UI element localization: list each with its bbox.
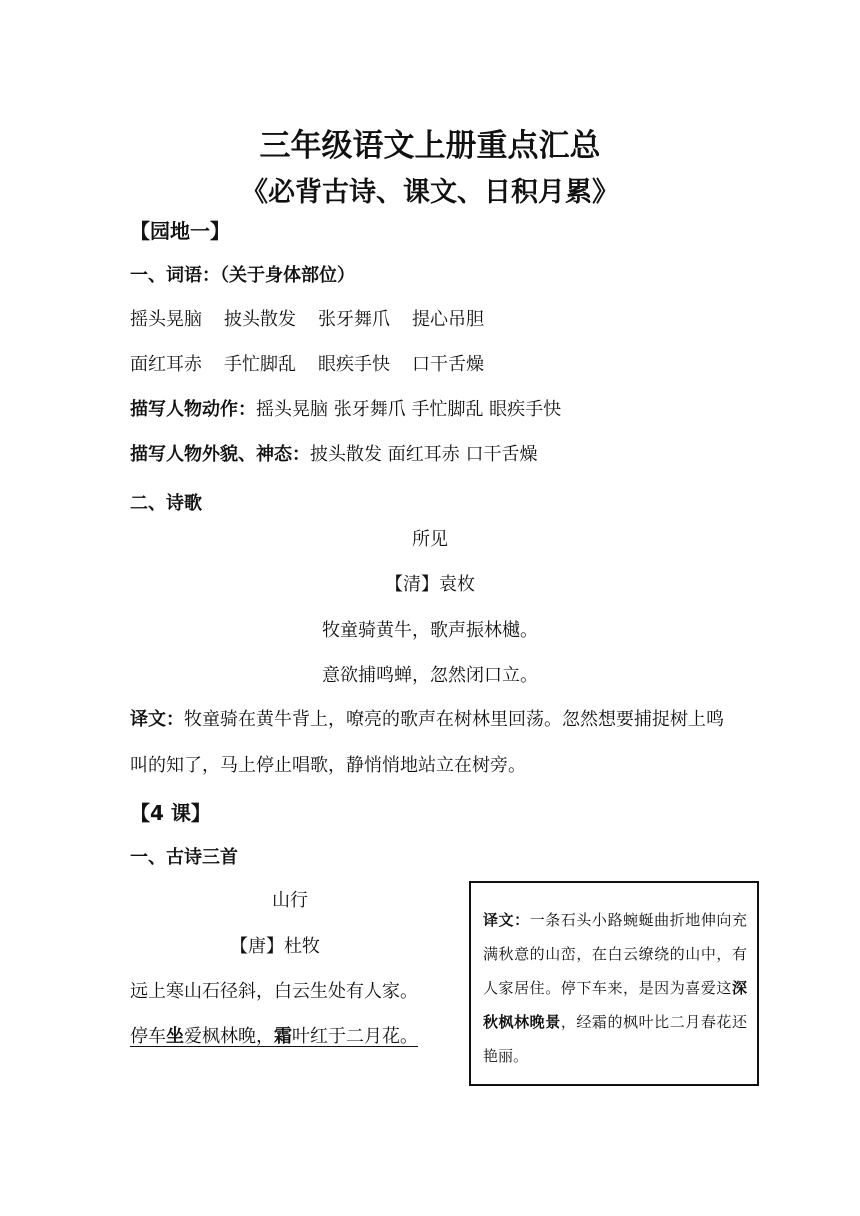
poem2-line-2 (130, 1022, 418, 1048)
box-text: ，经霜的枫叶比二月春花还艳丽。 (483, 1013, 747, 1065)
vocab-word: 手忙脚乱 (224, 354, 296, 375)
poem2-line-2-part: 爱枫林晚， (184, 1026, 274, 1047)
page-subtitle: 《必背古诗、课文、日积月累》 (241, 177, 619, 208)
page-title: 三年级语文上册重点汇总 (259, 128, 601, 164)
poem2-author: 【唐】杜牧 (230, 936, 320, 957)
translation-text: 牧童骑在黄牛背上，嘹亮的歌声在树林里回荡。忽然想要捕捉树上鸣叫的知了，马上停止唱歌，静悄悄地站立在树旁。 (130, 709, 724, 776)
poem-line-2: 意欲捕鸣蝉，忽然闭口立。 (322, 665, 538, 686)
vocab-word: 张牙舞爪 (318, 309, 390, 330)
box-label: 译文： (483, 911, 530, 929)
poem2-line-2-part: 停车 (130, 1026, 166, 1047)
vocab-word: 摇头晃脑 (130, 309, 202, 330)
look-label: 描写人物外貌、神态： (130, 444, 310, 465)
translation-box (469, 881, 759, 1086)
vocab-row-1 (130, 305, 506, 331)
poem2-key-char: 坐 (166, 1026, 184, 1047)
section-garden1: 【园地一】 (130, 219, 230, 243)
poem-author: 【清】袁枚 (385, 574, 475, 595)
lesson4-heading: 一、古诗三首 (130, 847, 238, 868)
poem2-key-char: 霜 (274, 1026, 292, 1047)
poem2-title: 山行 (272, 890, 308, 911)
poem-title: 所见 (412, 529, 448, 550)
action-label: 描写人物动作： (130, 399, 256, 420)
vocab-word: 披头散发 (224, 309, 296, 330)
vocab-word: 面红耳赤 (130, 354, 202, 375)
poem-line-1: 牧童骑黄牛，歌声振林樾。 (322, 620, 538, 641)
look-words: 披头散发 面红耳赤 口干舌燥 (310, 444, 538, 465)
look-words-line (130, 440, 537, 466)
vocab-word: 提心吊胆 (412, 309, 484, 330)
translation-paragraph (130, 697, 730, 789)
action-words: 摇头晃脑 张牙舞爪 手忙脚乱 眼疾手快 (256, 399, 562, 420)
vocab-word: 眼疾手快 (318, 354, 390, 375)
poem2-line-1: 远上寒山石径斜，白云生处有人家。 (130, 981, 418, 1002)
poem2-line-2-part: 叶红于二月花。 (292, 1026, 418, 1047)
action-words-line (130, 395, 561, 421)
vocab-row-2 (130, 350, 506, 376)
vocab-word: 口干舌燥 (412, 354, 484, 375)
translation-label: 译文： (130, 709, 184, 730)
box-emphasis: 深秋枫林晚景 (483, 979, 747, 1031)
box-text: 一条石头小路蜿蜒曲折地伸向充满秋意的山峦，在白云缭绕的山中，有人家居住。停下车来，是因为喜爱这 (483, 911, 747, 997)
poem-heading: 二、诗歌 (130, 493, 202, 514)
vocab-heading: 一、词语：（关于身体部位） (130, 265, 355, 286)
section-lesson4: 【4 课】 (130, 801, 211, 825)
